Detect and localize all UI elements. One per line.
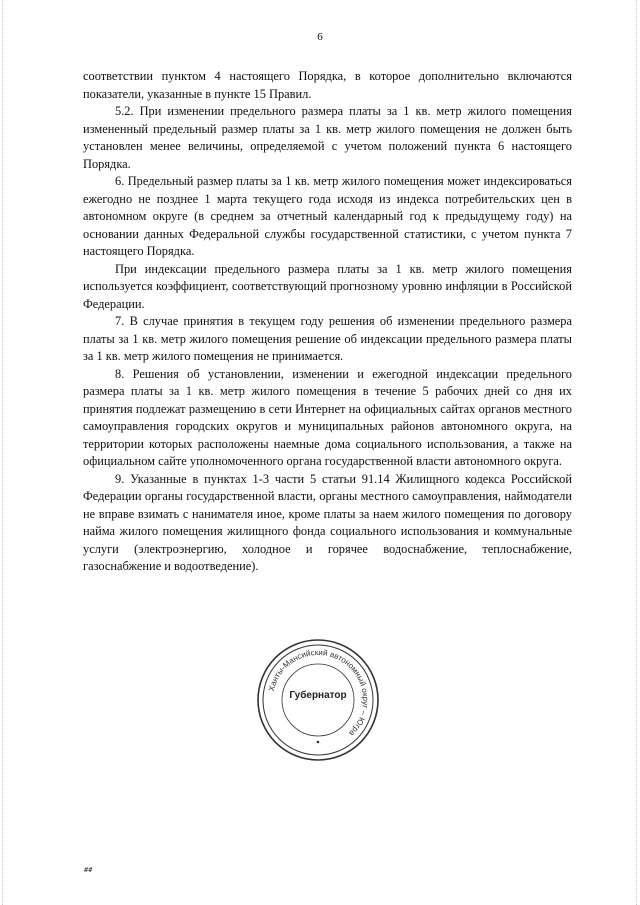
official-stamp bbox=[254, 636, 382, 764]
document-body bbox=[83, 68, 572, 576]
right-edge-dots bbox=[636, 0, 638, 905]
paragraph-indexation: При индексации предельного размера платы за 1 кв. метр жилого помещения используется коэффициент, соответствующий прогнозному уровню инфляции в Российской Федерации. bbox=[83, 261, 572, 311]
paragraph-9: 9. Указанные в пунктах 1-3 части 5 статьи 91.14 Жилищного кодекса Российской Федерации органы государственной власти, органы местного самоуправления, наймодатели не вправе взимать с нанимателя иное, кроме платы за наем жилого помещения по договору найма жилого помещения жилищного фонда социального использования и коммунальные услуги (электроэнергию, холодное и горячее водоснабжение, теплоснабжение, газоснабжение и водоотведение). bbox=[83, 471, 572, 573]
stamp-title: Губернатор bbox=[289, 690, 347, 701]
svg-text:Ханты-Мансийский автономный ок: Ханты-Мансийский автономный округ – Югра bbox=[266, 647, 371, 738]
paragraph-7: 7. В случае принятия в текущем году решения об изменении предельного размера платы за 1 кв. метр жилого помещения решение об индексации предельного размера платы за 1 кв. метр жилого помещения не принимается. bbox=[83, 314, 572, 363]
paragraph-5-2: 5.2. При изменении предельного размера платы за 1 кв. метр жилого помещения измененный предельный размер платы за 1 кв. метр жилого помещения не должен быть установлен менее величины, определяемой с учетом положений пункта 6 настоящего Порядка. bbox=[83, 104, 572, 171]
paragraph-8: 8. Решения об установлении, изменении и ежегодной индексации предельного размера платы за 1 кв. метр жилого помещения в течение 5 рабочих дней со дня их принятия подлежат размещению в сети Интернет на официальных сайтах органов местного самоуправления городских округов и муниципальных районов автономного округа, на территории которых расположены наемные дома социального использования, а также на официальном сайте уполномоченного органа государственной власти автономного округа. bbox=[83, 366, 572, 468]
paragraph-6: 6. Предельный размер платы за 1 кв. метр жилого помещения может индексироваться ежегодно не позднее 1 марта текущего года исходя из индекса потребительских цен в автономном округе (в среднем за отчетный календарный год к предыдущему году) на основании данных Федеральной службы государственной статистики, с учетом пункта 7 настоящего Порядка. bbox=[83, 174, 572, 258]
left-edge-dots bbox=[2, 0, 4, 905]
paragraph-continuation: соответствии пунктом 4 настоящего Порядка, в которое дополнительно включаются показатели, указанные в пункте 15 Правил. bbox=[83, 69, 572, 101]
page-number: 6 bbox=[317, 31, 323, 43]
footer-mark: ## bbox=[84, 866, 93, 874]
